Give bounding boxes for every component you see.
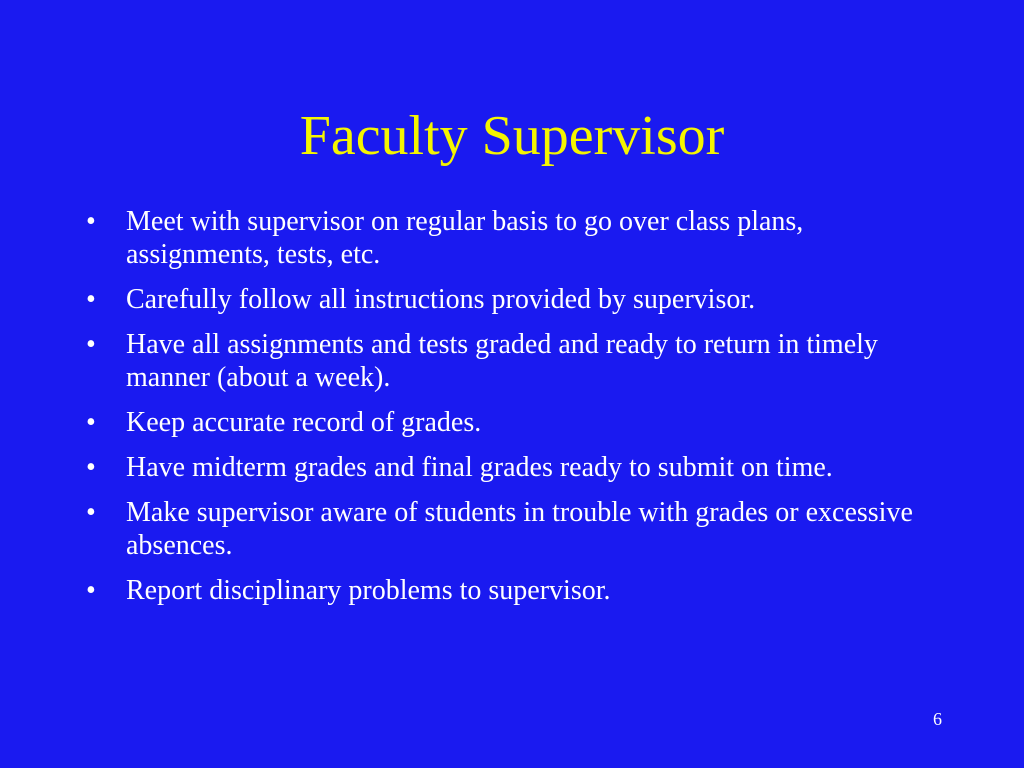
bullet-icon: • [86,575,96,606]
list-item [86,328,936,394]
bullet-text: Have midterm grades and final grades ready to submit on time. [126,452,833,483]
bullet-text: Make supervisor aware of students in trouble with grades or excessive absences. [126,497,913,561]
list-item [86,283,936,316]
bullet-icon: • [86,407,96,438]
bullet-icon: • [86,329,96,360]
slide-title: Faculty Supervisor [299,105,725,167]
list-item [86,496,936,562]
bullet-text: Have all assignments and tests graded and ready to return in timely manner (about a week). [126,329,878,393]
bullet-icon: • [86,284,96,315]
bullet-text: Meet with supervisor on regular basis to go over class plans, assignments, tests, etc. [126,206,804,270]
bullet-icon: • [86,497,96,528]
list-item [86,406,936,439]
list-item [86,205,936,271]
list-item [86,451,936,484]
page-number: 6 [933,709,942,729]
bullet-list [86,205,936,619]
bullet-text: Carefully follow all instructions provided by supervisor. [126,284,756,315]
bullet-text: Keep accurate record of grades. [126,407,482,438]
bullet-icon: • [86,206,96,237]
list-item [86,574,936,607]
bullet-icon: • [86,452,96,483]
bullet-text: Report disciplinary problems to supervisor. [126,575,611,606]
